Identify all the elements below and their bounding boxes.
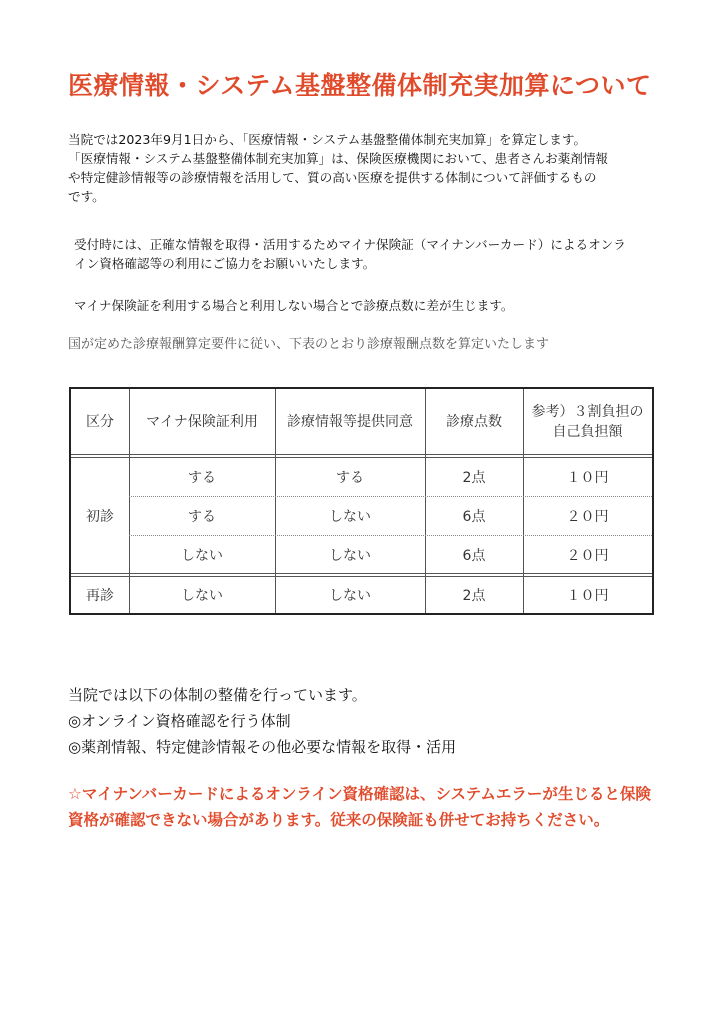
table-cell: 6点 <box>462 548 486 564</box>
system-item: ◎オンライン資格確認を行う体制 <box>68 712 291 730</box>
table-header <box>71 389 652 458</box>
category-revisit: 再診 <box>86 588 114 604</box>
table-cell: する <box>188 470 216 486</box>
table-cell: 2点 <box>462 470 486 486</box>
intro-line: です。 <box>68 189 105 204</box>
table-cell: しない <box>329 548 371 564</box>
table-cell: しない <box>329 509 371 525</box>
intro-line: や特定健診情報等の診療情報を活用して、質の高い医療を提供する体制について評価するもの <box>68 170 597 185</box>
table-cell: ２０円 <box>566 509 609 525</box>
table-cell: １０円 <box>566 588 609 604</box>
header-category: 区分 <box>86 413 114 430</box>
table-caption: 国が定めた診療報酬算定要件に従い、下表のとおり診療報酬点数を算定いたします <box>68 337 550 352</box>
warning-note <box>68 781 668 833</box>
table-cell: １０円 <box>566 470 609 486</box>
header-myna: マイナ保険証利用 <box>146 413 258 430</box>
header-copay-line2: 自己負担額 <box>552 423 623 440</box>
header-copay <box>523 389 652 454</box>
table-cell: しない <box>181 588 223 604</box>
intro-paragraph <box>68 130 678 206</box>
table-cell: 6点 <box>462 509 486 525</box>
points-table <box>69 387 654 615</box>
request-paragraph <box>74 235 684 273</box>
header-points: 診療点数 <box>446 413 502 430</box>
header-consent: 診療情報等提供同意 <box>287 413 413 430</box>
page-title: 医療情報・システム基盤整備体制充実加算について <box>68 71 652 100</box>
table-cell: する <box>188 509 216 525</box>
warning-line: 資格が確認できない場合があります。従来の保険証も併せてお持ちください。 <box>68 811 610 829</box>
category-initial: 初診 <box>86 509 114 525</box>
intro-line: 「医療情報・システム基盤整備体制充実加算」は、保険医療機関において、患者さんお薬剤情報 <box>68 151 609 166</box>
table-cell: しない <box>181 548 223 564</box>
system-heading: 当院では以下の体制の整備を行っています。 <box>68 686 367 704</box>
table-cell: 2点 <box>462 588 486 604</box>
table-cell: する <box>336 470 364 486</box>
difference-note: マイナ保険証を利用する場合と利用しない場合とで診療点数に差が生じます。 <box>74 298 514 313</box>
warning-line: ☆マイナンバーカードによるオンライン資格確認は、システムエラーが生じると保険 <box>68 785 651 803</box>
request-line: イン資格確認等の利用にご協力をお願いいたします。 <box>74 256 376 271</box>
table-cell: しない <box>329 588 371 604</box>
request-line: 受付時には、正確な情報を取得・活用するためマイナ保険証（マイナンバーカード）によるオンラ <box>74 237 626 252</box>
intro-line: 当院では2023年9月1日から、「医療情報・システム基盤整備体制充実加算」を算定します。 <box>68 132 587 147</box>
header-copay-line1: 参考）３割負担の <box>531 403 644 420</box>
system-item: ◎薬剤情報、特定健診情報その他必要な情報を取得・活用 <box>68 738 457 756</box>
table-cell: ２０円 <box>566 548 609 564</box>
